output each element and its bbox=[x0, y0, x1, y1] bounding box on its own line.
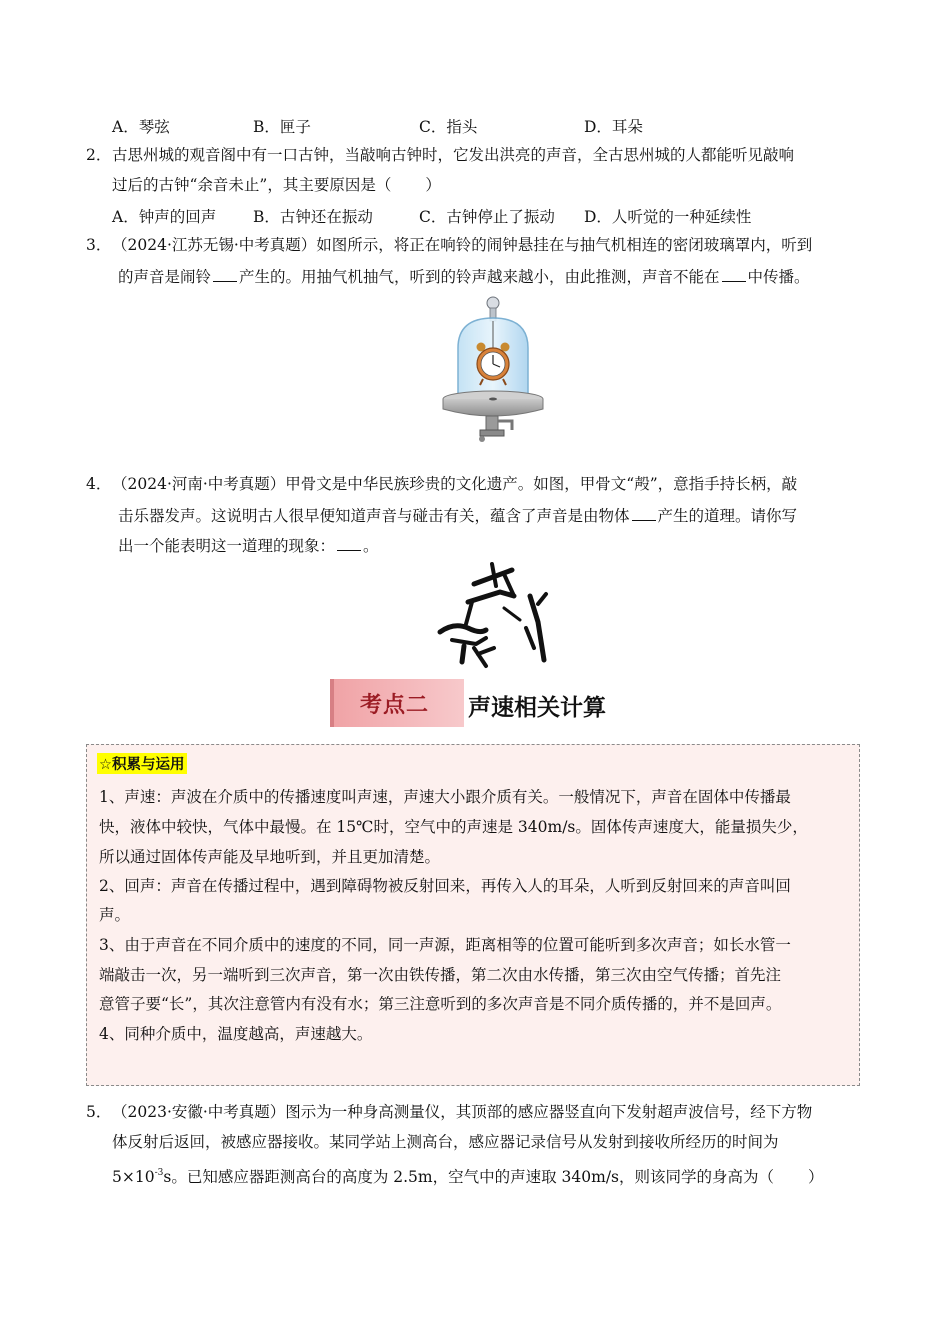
section-title: 声速相关计算 bbox=[468, 695, 606, 721]
bell-jar-figure bbox=[440, 293, 550, 451]
q2-option-d: D．人听觉的一种延续性 bbox=[584, 208, 752, 226]
q1-option-c: C．指头 bbox=[419, 118, 478, 136]
knowledge-box bbox=[86, 744, 860, 1086]
knowledge-line: 2、回声：声音在传播过程中，遇到障碍物被反射回来，再传入人的耳朵，人听到反射回来的声音叫回 bbox=[99, 877, 791, 895]
q5-stem-line1: （2023·安徽·中考真题）图示为一种身高测量仪，其顶部的感应器竖直向下发射超声波信号，经下方物 bbox=[112, 1103, 813, 1121]
knowledge-box-title: ☆积累与运用 bbox=[97, 753, 187, 774]
q4-blank-1 bbox=[632, 505, 656, 521]
q1-option-a: A．琴弦 bbox=[112, 118, 170, 136]
q5-stem-line3: $5\times 10^{-3}s$。已知感应器距测高台的高度为 2.5m，空气中的声速取 340m/s，则该同学的身高为（ ） bbox=[112, 1168, 824, 1186]
q3-blank-1 bbox=[213, 266, 237, 282]
section-badge: 考点二 bbox=[330, 679, 464, 727]
q2-number: 2． bbox=[86, 146, 112, 164]
q3-stem-line2: 的声音是闹铃 产生的。用抽气机抽气，听到的铃声越来越小，由此推测，声音不能在 中传播。 bbox=[118, 268, 810, 286]
knowledge-line: 端敲击一次，另一端听到三次声音，第一次由铁传播，第二次由水传播，第三次由空气传播；首先注 bbox=[99, 966, 782, 984]
knowledge-line: 4、同种介质中，温度越高，声速越大。 bbox=[99, 1025, 373, 1043]
q3-stem-line1: （2024·江苏无锡·中考真题）如图所示，将正在响铃的闹钟悬挂在与抽气机相连的密闭玻璃罩内，听到 bbox=[112, 236, 813, 254]
knowledge-line: 3、由于声音在不同介质中的速度的不同，同一声源，距离相等的位置可能听到多次声音；如长水管一 bbox=[99, 936, 791, 954]
q4-stem-line3: 出一个能表明这一道理的现象： 。 bbox=[118, 537, 379, 555]
q2-option-c: C．古钟停止了振动 bbox=[419, 208, 555, 226]
q5-number: 5． bbox=[86, 1103, 112, 1121]
knowledge-line: 1、声速：声波在介质中的传播速度叫声速，声速大小跟介质有关。一般情况下，声音在固体中传播最 bbox=[99, 788, 791, 806]
q4-number: 4． bbox=[86, 475, 112, 493]
knowledge-line: 声。 bbox=[99, 906, 131, 924]
knowledge-line: 所以通过固体传声能及早地听到，并且更加清楚。 bbox=[99, 848, 441, 866]
oracle-bone-character-figure bbox=[434, 562, 552, 670]
knowledge-line: 快，液体中较快，气体中最慢。在 15℃时，空气中的声速是 340m/s。固体传声速度大，能量损失少， bbox=[99, 818, 808, 836]
knowledge-line: 意管子要“长”，其次注意管内有没有水；第三注意听到的多次声音是不同介质传播的，并不是回声。 bbox=[99, 995, 782, 1013]
q3-number: 3． bbox=[86, 236, 112, 254]
q4-stem-line1: （2024·河南·中考真题）甲骨文是中华民族珍贵的文化遗产。如图，甲骨文“殸”，意指手持长柄，敲 bbox=[112, 475, 798, 493]
q2-option-a: A．钟声的回声 bbox=[112, 208, 217, 226]
q2-stem-line2: 过后的古钟“余音未止”，其主要原因是（ ） bbox=[112, 176, 441, 194]
q4-stem-line2: 击乐器发声。这说明古人很早便知道声音与碰击有关，蕴含了声音是由物体 产生的道理。请你写 bbox=[118, 507, 798, 525]
q1-option-b: B．匣子 bbox=[253, 118, 311, 136]
q1-option-d: D．耳朵 bbox=[584, 118, 643, 136]
q5-stem-line2: 体反射后返回，被感应器接收。某同学站上测高台，感应器记录信号从发射到接收所经历的时间为 bbox=[112, 1133, 779, 1151]
q3-blank-2 bbox=[722, 266, 746, 282]
q2-stem-line1: 古思州城的观音阁中有一口古钟，当敲响古钟时，它发出洪亮的声音，全古思州城的人都能听见敲响 bbox=[112, 146, 795, 164]
q4-blank-2 bbox=[337, 535, 361, 551]
q2-option-b: B．古钟还在振动 bbox=[253, 208, 373, 226]
